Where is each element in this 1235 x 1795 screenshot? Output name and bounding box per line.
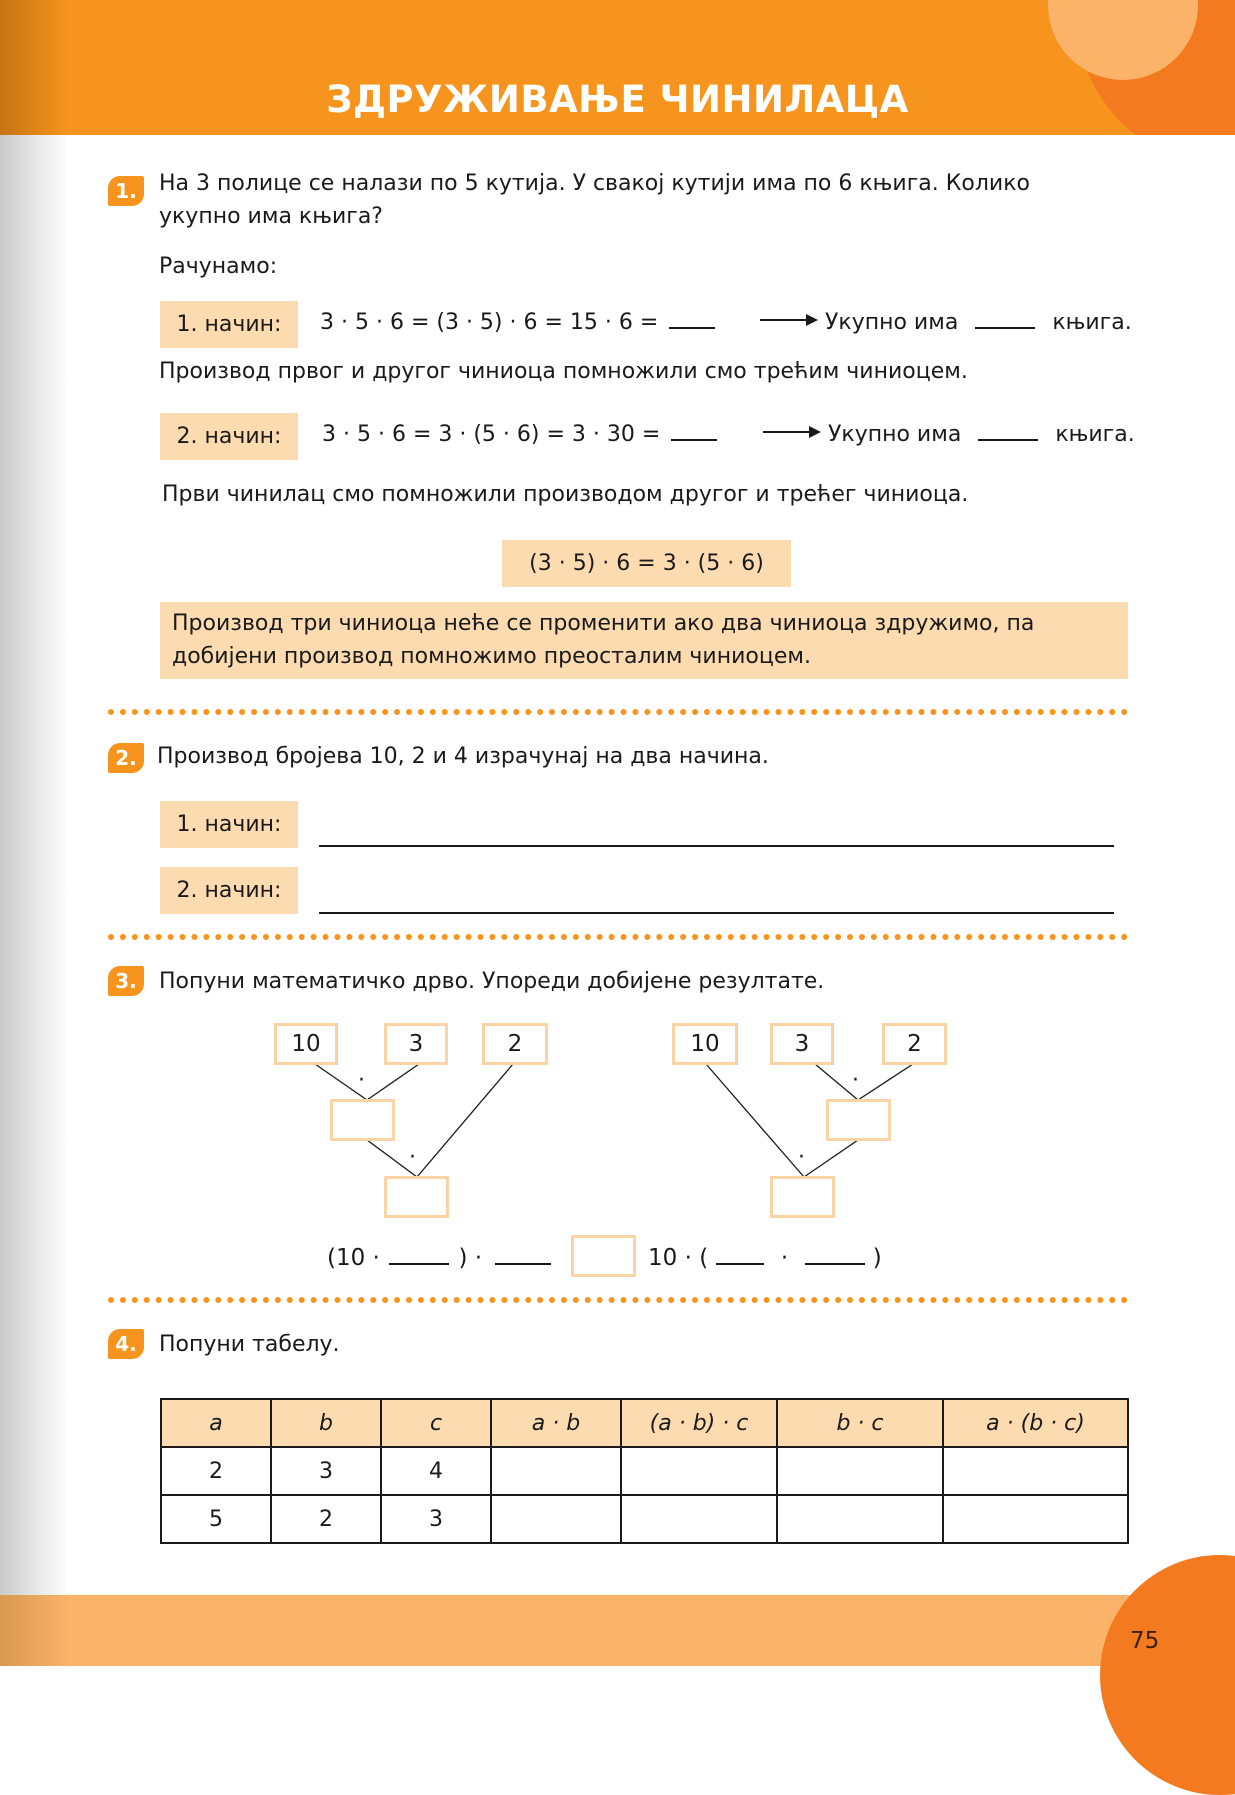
tree-right-factor-2: 3	[770, 1023, 834, 1065]
table-answer-cell[interactable]	[943, 1495, 1128, 1543]
right-expr-open: 10 · (	[648, 1245, 709, 1271]
divider	[108, 1297, 1128, 1303]
multiply-dot: ·	[798, 1145, 805, 1170]
header-ab-times-c: (a · b) · c	[621, 1399, 777, 1447]
header-a-times-b: a · b	[491, 1399, 621, 1447]
table-header-row	[161, 1399, 1128, 1447]
header-a-times-bc: a · (b · c)	[943, 1399, 1128, 1447]
way-1-explanation: Производ првог и другог чиниоца помножили смо трећим чиниоцем.	[159, 359, 968, 384]
task-2-text: Производ бројева 10, 2 и 4 израчунај на два начина.	[157, 744, 769, 769]
tree-right-partial-product[interactable]	[826, 1099, 891, 1141]
right-expr-blank-2[interactable]	[805, 1245, 865, 1265]
way-1-label: 1. начин:	[160, 301, 298, 348]
rule-line-2: добијени производ помножимо преосталим чиниоцем.	[172, 644, 811, 669]
data-table	[160, 1398, 1129, 1544]
header-c: c	[381, 1399, 491, 1447]
task-3-right-expression	[648, 1245, 882, 1271]
tree-right-product[interactable]	[770, 1176, 835, 1218]
way-2-label: 2. начин:	[160, 413, 298, 460]
table-answer-cell[interactable]	[491, 1495, 621, 1543]
books-word: књига.	[1052, 310, 1132, 335]
task-4-badge: 4.	[108, 1329, 144, 1359]
tree-left-factor-3: 2	[482, 1023, 548, 1065]
task-2-badge: 2.	[108, 743, 144, 773]
books-word: књига.	[1055, 422, 1135, 447]
task-3-text: Попуни математичко дрво. Упореди добијене резултате.	[159, 969, 825, 994]
page-number: 75	[1130, 1628, 1160, 1654]
left-expr-blank-2[interactable]	[495, 1245, 551, 1265]
table-answer-cell[interactable]	[943, 1447, 1128, 1495]
page-footer	[0, 1595, 1235, 1666]
compare-box[interactable]	[571, 1235, 636, 1277]
task-3-badge: 3.	[108, 966, 144, 996]
table-row	[161, 1495, 1128, 1543]
tree-left-factor-2: 3	[384, 1023, 448, 1065]
associative-identity: (3 · 5) · 6 = 3 · (5 · 6)	[502, 540, 791, 587]
table-answer-cell[interactable]	[777, 1495, 943, 1543]
way-2-expr-text: 3 · 5 · 6 = 3 · (5 · 6) = 3 · 30 =	[322, 422, 661, 447]
tree-right-factor-3: 2	[882, 1023, 947, 1065]
task-1-text-line-1: На 3 полице се налази по 5 кутија. У свакој кутији има по 6 књига. Колико	[159, 171, 1030, 196]
right-expr-close: )	[872, 1245, 882, 1271]
tree-left-product[interactable]	[384, 1176, 449, 1218]
footer-edge-shadow	[0, 1595, 70, 1666]
task-2-way-2-label: 2. начин:	[160, 867, 298, 914]
rule-line-1: Производ три чиниоца неће се променити ако два чиниоца здружимо, па	[172, 611, 1035, 636]
multiply-dot: ·	[852, 1068, 859, 1093]
header-b: b	[271, 1399, 381, 1447]
tree-left-partial-product[interactable]	[330, 1099, 395, 1141]
right-expr-blank-1[interactable]	[716, 1245, 764, 1265]
table-cell: 4	[381, 1447, 491, 1495]
header-a: a	[161, 1399, 271, 1447]
table-answer-cell[interactable]	[491, 1447, 621, 1495]
table-answer-cell[interactable]	[777, 1447, 943, 1495]
total-text: Укупно има	[825, 310, 959, 335]
multiply-dot: ·	[409, 1145, 416, 1170]
task-4-text: Попуни табелу.	[159, 1332, 340, 1357]
left-expr-open: (10 ·	[327, 1245, 380, 1271]
table-answer-cell[interactable]	[621, 1447, 777, 1495]
table-cell: 3	[381, 1495, 491, 1543]
tree-left-factor-1: 10	[274, 1023, 338, 1065]
tree-right-factor-1: 10	[672, 1023, 738, 1065]
task-3-left-expression	[327, 1245, 551, 1271]
header-b-times-c: b · c	[777, 1399, 943, 1447]
table-cell: 5	[161, 1495, 271, 1543]
multiply-dot: ·	[358, 1068, 365, 1093]
table-answer-cell[interactable]	[621, 1495, 777, 1543]
compute-label: Рачунамо:	[159, 254, 278, 279]
total-text: Укупно има	[828, 422, 962, 447]
task-1-badge: 1.	[108, 176, 144, 206]
way-1-expr-text: 3 · 5 · 6 = (3 · 5) · 6 = 15 · 6 =	[320, 310, 659, 335]
table-cell: 3	[271, 1447, 381, 1495]
left-expr-mid: ) ·	[458, 1245, 483, 1271]
page-title: ЗДРУЖИВАЊЕ ЧИНИЛАЦА	[326, 78, 909, 121]
task-1-text-line-2: укупно има књига?	[159, 204, 383, 229]
table-cell: 2	[271, 1495, 381, 1543]
table-cell: 2	[161, 1447, 271, 1495]
right-expr-mid: ·	[780, 1245, 789, 1271]
task-2-way-1-label: 1. начин:	[160, 801, 298, 848]
table-row	[161, 1447, 1128, 1495]
way-2-explanation: Први чинилац смо помножили производом другог и трећег чиниоца.	[162, 482, 969, 507]
left-expr-blank-1[interactable]	[389, 1245, 449, 1265]
